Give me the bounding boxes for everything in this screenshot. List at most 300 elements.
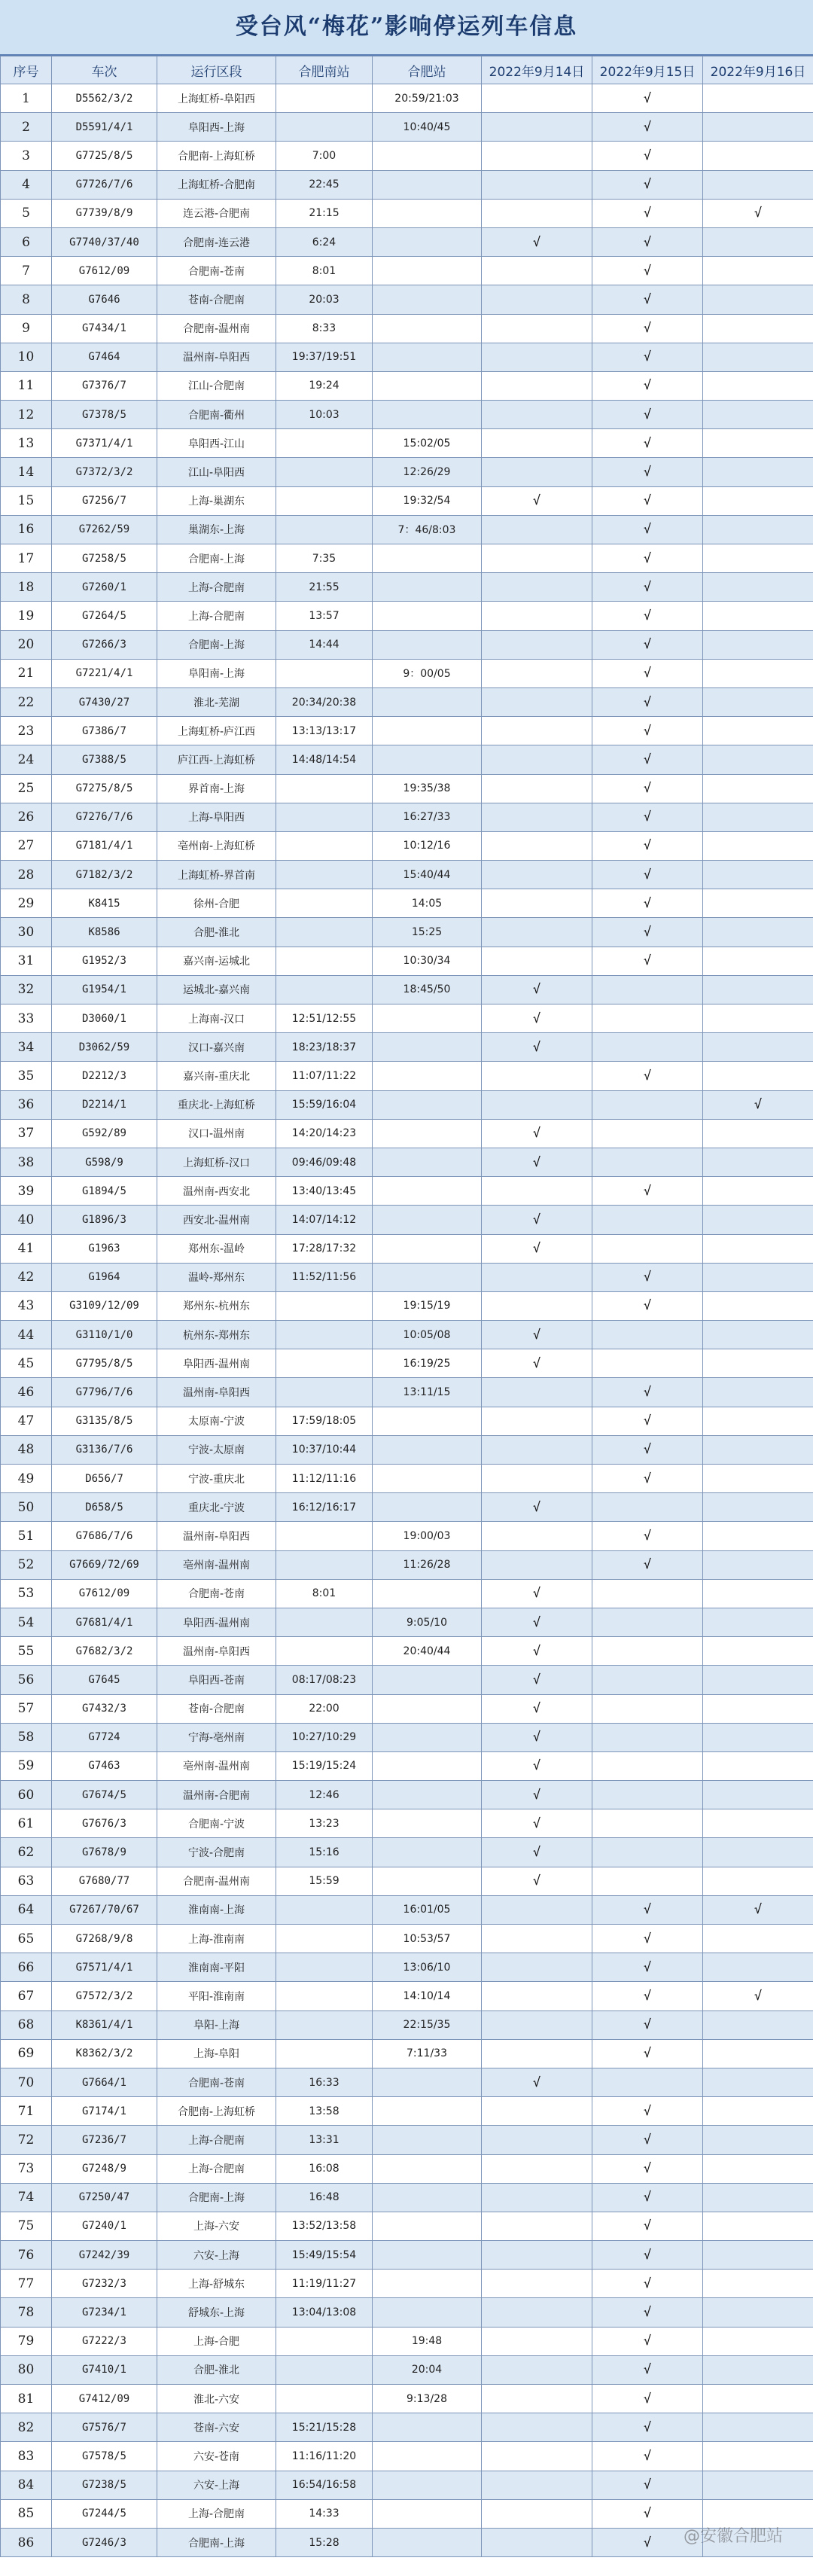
table-row [1, 1637, 813, 1666]
sep-16-cell [703, 2097, 813, 2126]
sep-15-cell: √ [592, 142, 703, 170]
hefei-south-time: 22:00 [276, 1694, 373, 1723]
row-index: 10 [1, 343, 52, 371]
sep-15-cell: √ [592, 1291, 703, 1320]
hefei-time: 14:10/14 [373, 1982, 482, 2010]
route-section: 合肥-淮北 [157, 918, 276, 947]
row-index: 13 [1, 429, 52, 458]
route-section: 重庆北-宁波 [157, 1493, 276, 1522]
table-row [1, 1407, 813, 1435]
sep-16-cell [703, 113, 813, 142]
train-number: G7234/1 [52, 2298, 157, 2327]
train-number: G7646 [52, 285, 157, 314]
sep-15-cell: √ [592, 573, 703, 602]
header-index: 序号 [1, 56, 52, 84]
table-row [1, 1465, 813, 1493]
table-row [1, 1867, 813, 1895]
row-index: 39 [1, 1177, 52, 1206]
row-index: 41 [1, 1234, 52, 1263]
row-index: 80 [1, 2355, 52, 2384]
hefei-time [373, 1465, 482, 1493]
train-number: G3135/8/5 [52, 1407, 157, 1435]
hefei-time [373, 227, 482, 256]
route-section: 阜阳南-上海 [157, 659, 276, 687]
sep-15-cell [592, 1148, 703, 1176]
sep-16-cell [703, 2385, 813, 2413]
sep-15-cell: √ [592, 371, 703, 400]
row-index: 79 [1, 2327, 52, 2355]
route-section: 徐州-合肥 [157, 889, 276, 918]
table-row [1, 1148, 813, 1176]
sep-15-cell: √ [592, 2413, 703, 2442]
sep-14-cell: √ [482, 1867, 592, 1895]
hefei-south-time: 13:58 [276, 2097, 373, 2126]
row-index: 17 [1, 544, 52, 573]
sep-15-cell [592, 1751, 703, 1780]
table-row [1, 2241, 813, 2270]
hefei-time: 10:05/08 [373, 1321, 482, 1349]
row-index: 66 [1, 1953, 52, 1982]
train-number: G7674/5 [52, 1781, 157, 1809]
hefei-south-time [276, 2385, 373, 2413]
hefei-south-time: 12:51/12:55 [276, 1004, 373, 1033]
sep-16-cell [703, 84, 813, 113]
sep-14-cell [482, 602, 592, 630]
train-number: G598/9 [52, 1148, 157, 1176]
sep-15-cell: √ [592, 2010, 703, 2039]
row-index: 37 [1, 1119, 52, 1148]
row-index: 11 [1, 371, 52, 400]
route-section: 上海-合肥南 [157, 573, 276, 602]
sep-14-cell [482, 142, 592, 170]
header-route-section: 运行区段 [157, 56, 276, 84]
sep-15-cell: √ [592, 429, 703, 458]
route-section: 界首南-上海 [157, 774, 276, 803]
sep-14-cell [482, 2097, 592, 2126]
hefei-south-time: 11:16/11:20 [276, 2442, 373, 2471]
row-index: 33 [1, 1004, 52, 1033]
sep-15-cell: √ [592, 745, 703, 774]
page-title: 受台风“梅花”影响停运列车信息 [0, 0, 813, 56]
sep-15-cell [592, 1321, 703, 1349]
train-number: K8362/3/2 [52, 2039, 157, 2068]
train-number: G7571/4/1 [52, 1953, 157, 1982]
row-index: 38 [1, 1148, 52, 1176]
sep-14-cell: √ [482, 1637, 592, 1666]
sep-15-cell [592, 1838, 703, 1867]
table-row [1, 2126, 813, 2154]
sep-16-cell [703, 1953, 813, 1982]
sep-16-cell [703, 2154, 813, 2183]
table-row [1, 2183, 813, 2212]
sep-15-cell: √ [592, 2298, 703, 2327]
sep-16-cell [703, 401, 813, 429]
sep-16-cell [703, 142, 813, 170]
table-row [1, 2154, 813, 2183]
route-section: 合肥南-温州南 [157, 314, 276, 343]
header-date-sep-15: 2022年9月15日 [592, 56, 703, 84]
sep-15-cell: √ [592, 1953, 703, 1982]
sep-15-cell: √ [592, 84, 703, 113]
row-index: 52 [1, 1550, 52, 1579]
sep-14-cell [482, 1982, 592, 2010]
row-index: 6 [1, 227, 52, 256]
hefei-south-time [276, 947, 373, 975]
sep-15-cell: √ [592, 2241, 703, 2270]
hefei-south-time [276, 1550, 373, 1579]
sep-15-cell: √ [592, 1062, 703, 1090]
sep-15-cell: √ [592, 1263, 703, 1291]
hefei-south-time [276, 2327, 373, 2355]
sep-14-cell [482, 2010, 592, 2039]
table-row [1, 774, 813, 803]
sep-16-cell [703, 343, 813, 371]
sep-16-cell [703, 1435, 813, 1464]
hefei-time [373, 1694, 482, 1723]
sep-16-cell [703, 1637, 813, 1666]
hefei-time: 7:11/33 [373, 2039, 482, 2068]
table-row [1, 1119, 813, 1148]
row-index: 35 [1, 1062, 52, 1090]
row-index: 70 [1, 2068, 52, 2096]
sep-14-cell [482, 1263, 592, 1291]
train-number: G7669/72/69 [52, 1550, 157, 1579]
row-index: 3 [1, 142, 52, 170]
row-index: 49 [1, 1465, 52, 1493]
row-index: 54 [1, 1608, 52, 1636]
hefei-south-time: 11:12/11:16 [276, 1465, 373, 1493]
table-row [1, 1321, 813, 1349]
sep-16-cell [703, 429, 813, 458]
train-number: D5562/3/2 [52, 84, 157, 113]
hefei-time: 13:06/10 [373, 1953, 482, 1982]
table-row [1, 918, 813, 947]
sep-16-cell: √ [703, 1982, 813, 2010]
sep-15-cell: √ [592, 2385, 703, 2413]
hefei-south-time: 16:48 [276, 2183, 373, 2212]
route-section: 嘉兴南-运城北 [157, 947, 276, 975]
table-row [1, 2039, 813, 2068]
hefei-south-time: 15:16 [276, 1838, 373, 1867]
hefei-south-time: 11:52/11:56 [276, 1263, 373, 1291]
hefei-time [373, 1263, 482, 1291]
hefei-time: 10:40/45 [373, 113, 482, 142]
hefei-time [373, 1809, 482, 1838]
train-number: G1954/1 [52, 975, 157, 1004]
row-index: 75 [1, 2212, 52, 2240]
row-index: 58 [1, 1723, 52, 1751]
hefei-south-time: 17:28/17:32 [276, 1234, 373, 1263]
sep-14-cell [482, 1090, 592, 1119]
sep-16-cell [703, 1119, 813, 1148]
sep-14-cell [482, 1062, 592, 1090]
hefei-south-time [276, 113, 373, 142]
train-number: G7680/77 [52, 1867, 157, 1895]
sep-14-cell [482, 889, 592, 918]
sep-15-cell: √ [592, 486, 703, 515]
hefei-time: 9：00/05 [373, 659, 482, 687]
route-section: 舒城东-上海 [157, 2298, 276, 2327]
route-section: 温州南-阜阳西 [157, 1378, 276, 1407]
watermark: @安徽合肥站 [683, 2527, 783, 2547]
train-number: G7248/9 [52, 2154, 157, 2183]
row-index: 64 [1, 1895, 52, 1924]
hefei-time: 20:40/44 [373, 1637, 482, 1666]
route-section: 合肥南-衢州 [157, 401, 276, 429]
train-number: G7276/7/6 [52, 803, 157, 831]
table-row [1, 2097, 813, 2126]
sep-16-cell [703, 1378, 813, 1407]
route-section: 汉口-温州南 [157, 1119, 276, 1148]
table-row [1, 1522, 813, 1550]
row-index: 7 [1, 257, 52, 285]
row-index: 9 [1, 314, 52, 343]
table-row [1, 1751, 813, 1780]
hefei-south-time [276, 861, 373, 889]
train-number: G7246/3 [52, 2528, 157, 2556]
hefei-time [373, 1493, 482, 1522]
train-number: G1896/3 [52, 1206, 157, 1234]
sep-16-cell [703, 1608, 813, 1636]
route-section: 合肥南-上海 [157, 2528, 276, 2556]
table-row [1, 1291, 813, 1320]
route-section: 上海虹桥-汉口 [157, 1148, 276, 1176]
route-section: 六安-苍南 [157, 2442, 276, 2471]
sep-14-cell [482, 2212, 592, 2240]
hefei-south-time [276, 1349, 373, 1378]
sep-16-cell [703, 602, 813, 630]
hefei-south-time: 18:23/18:37 [276, 1033, 373, 1062]
sep-15-cell [592, 1781, 703, 1809]
sep-16-cell [703, 515, 813, 544]
route-section: 太原南-宁波 [157, 1407, 276, 1435]
table-row [1, 1895, 813, 1924]
sep-16-cell: √ [703, 199, 813, 227]
sep-15-cell: √ [592, 918, 703, 947]
sep-14-cell [482, 2270, 592, 2298]
sep-14-cell [482, 2039, 592, 2068]
sep-15-cell [592, 1637, 703, 1666]
table-row [1, 2068, 813, 2096]
route-section: 合肥南-温州南 [157, 1867, 276, 1895]
table-row [1, 2385, 813, 2413]
train-number: G7576/7 [52, 2413, 157, 2442]
train-number: G7182/3/2 [52, 861, 157, 889]
train-number: G7464 [52, 343, 157, 371]
hefei-time: 9:05/10 [373, 1608, 482, 1636]
train-number: G7262/59 [52, 515, 157, 544]
table-row [1, 401, 813, 429]
hefei-time [373, 285, 482, 314]
sep-15-cell: √ [592, 1522, 703, 1550]
hefei-south-time: 19:24 [276, 371, 373, 400]
sep-16-cell [703, 371, 813, 400]
table-row [1, 257, 813, 285]
hefei-south-time [276, 84, 373, 113]
route-section: 温岭-郑州东 [157, 1263, 276, 1291]
hefei-time: 19:32/54 [373, 486, 482, 515]
route-section: 淮南南-平阳 [157, 1953, 276, 1982]
hefei-south-time: 13:52/13:58 [276, 2212, 373, 2240]
route-section: 合肥南-上海虹桥 [157, 142, 276, 170]
route-section: 阜阳西-苍南 [157, 1666, 276, 1694]
hefei-time [373, 602, 482, 630]
sep-15-cell: √ [592, 2471, 703, 2499]
row-index: 76 [1, 2241, 52, 2270]
sep-14-cell: √ [482, 1206, 592, 1234]
hefei-time [373, 1090, 482, 1119]
sep-15-cell: √ [592, 2212, 703, 2240]
table-row [1, 1838, 813, 1867]
route-section: 巢湖东-上海 [157, 515, 276, 544]
sep-15-cell [592, 975, 703, 1004]
sep-16-cell [703, 227, 813, 256]
table-row [1, 889, 813, 918]
row-index: 1 [1, 84, 52, 113]
table-row [1, 687, 813, 716]
sep-15-cell: √ [592, 343, 703, 371]
sep-15-cell: √ [592, 113, 703, 142]
route-section: 嘉兴南-重庆北 [157, 1062, 276, 1090]
sep-14-cell: √ [482, 1148, 592, 1176]
hefei-time [373, 1206, 482, 1234]
train-number: G7463 [52, 1751, 157, 1780]
hefei-south-time: 15:19/15:24 [276, 1751, 373, 1780]
table-row [1, 1234, 813, 1263]
hefei-time [373, 1435, 482, 1464]
train-number: G7376/7 [52, 371, 157, 400]
hefei-time: 15:25 [373, 918, 482, 947]
sep-16-cell [703, 918, 813, 947]
hefei-south-time: 12:46 [276, 1781, 373, 1809]
row-index: 86 [1, 2528, 52, 2556]
sep-16-cell [703, 314, 813, 343]
train-number: G7612/09 [52, 1579, 157, 1608]
hefei-time [373, 2442, 482, 2471]
hefei-south-time: 8:01 [276, 1579, 373, 1608]
sep-14-cell [482, 113, 592, 142]
sep-16-cell [703, 1838, 813, 1867]
sep-14-cell [482, 2126, 592, 2154]
sep-14-cell [482, 2499, 592, 2528]
table-row [1, 2327, 813, 2355]
row-index: 82 [1, 2413, 52, 2442]
table-row [1, 1608, 813, 1636]
table-row [1, 1062, 813, 1090]
sep-14-cell [482, 515, 592, 544]
hefei-south-time: 13:31 [276, 2126, 373, 2154]
sep-15-cell: √ [592, 1435, 703, 1464]
hefei-south-time: 7:35 [276, 544, 373, 573]
train-number: G7244/5 [52, 2499, 157, 2528]
route-section: 温州南-阜阳西 [157, 1637, 276, 1666]
sep-15-cell: √ [592, 2499, 703, 2528]
sep-16-cell [703, 544, 813, 573]
train-number: G7250/47 [52, 2183, 157, 2212]
sep-16-cell [703, 630, 813, 659]
train-number: G1952/3 [52, 947, 157, 975]
sep-15-cell [592, 1004, 703, 1033]
sep-15-cell [592, 1723, 703, 1751]
table-row [1, 1953, 813, 1982]
sep-16-cell [703, 687, 813, 716]
table-row [1, 285, 813, 314]
sep-14-cell: √ [482, 227, 592, 256]
sep-16-cell [703, 1493, 813, 1522]
sep-16-cell [703, 947, 813, 975]
route-section: 六安-上海 [157, 2471, 276, 2499]
hefei-time: 7：46/8:03 [373, 515, 482, 544]
train-number: G7267/70/67 [52, 1895, 157, 1924]
sep-14-cell [482, 257, 592, 285]
sep-15-cell [592, 2068, 703, 2096]
hefei-time [373, 2298, 482, 2327]
sep-14-cell [482, 745, 592, 774]
row-index: 34 [1, 1033, 52, 1062]
table-row [1, 803, 813, 831]
sep-14-cell [482, 371, 592, 400]
row-index: 15 [1, 486, 52, 515]
hefei-time [373, 544, 482, 573]
sep-16-cell: √ [703, 1895, 813, 1924]
train-number: K8586 [52, 918, 157, 947]
route-section: 汉口-嘉兴南 [157, 1033, 276, 1062]
hefei-south-time [276, 1982, 373, 2010]
hefei-time [373, 199, 482, 227]
table-row [1, 2212, 813, 2240]
route-section: 合肥南-上海虹桥 [157, 2097, 276, 2126]
sep-15-cell: √ [592, 2355, 703, 2384]
route-section: 阜阳-上海 [157, 2010, 276, 2039]
train-number: G7726/7/6 [52, 170, 157, 199]
hefei-time: 16:27/33 [373, 803, 482, 831]
sep-16-cell [703, 659, 813, 687]
hefei-south-time: 13:04/13:08 [276, 2298, 373, 2327]
table-row [1, 2010, 813, 2039]
sep-14-cell [482, 2154, 592, 2183]
table-row [1, 1579, 813, 1608]
hefei-south-time: 16:54/16:58 [276, 2471, 373, 2499]
hefei-time [373, 1234, 482, 1263]
sep-14-cell [482, 803, 592, 831]
hefei-time [373, 717, 482, 745]
sep-14-cell [482, 918, 592, 947]
train-number: G7268/9/8 [52, 1925, 157, 1953]
route-section: 阜阳西-上海 [157, 113, 276, 142]
table-row [1, 947, 813, 975]
train-number: G7676/3 [52, 1809, 157, 1838]
sep-16-cell [703, 2241, 813, 2270]
hefei-time: 11:26/28 [373, 1550, 482, 1579]
sep-15-cell: √ [592, 199, 703, 227]
hefei-time [373, 2270, 482, 2298]
route-section: 合肥南-宁波 [157, 1809, 276, 1838]
hefei-time [373, 630, 482, 659]
table-row [1, 1435, 813, 1464]
train-number: D658/5 [52, 1493, 157, 1522]
sep-15-cell: √ [592, 2327, 703, 2355]
sep-15-cell: √ [592, 1407, 703, 1435]
row-index: 43 [1, 1291, 52, 1320]
route-section: 苍南-六安 [157, 2413, 276, 2442]
sep-15-cell: √ [592, 2183, 703, 2212]
sep-16-cell [703, 1004, 813, 1033]
sep-15-cell: √ [592, 889, 703, 918]
route-section: 上海-阜阳西 [157, 803, 276, 831]
hefei-time [373, 1781, 482, 1809]
train-number: G7432/3 [52, 1694, 157, 1723]
hefei-time: 20:59/21:03 [373, 84, 482, 113]
